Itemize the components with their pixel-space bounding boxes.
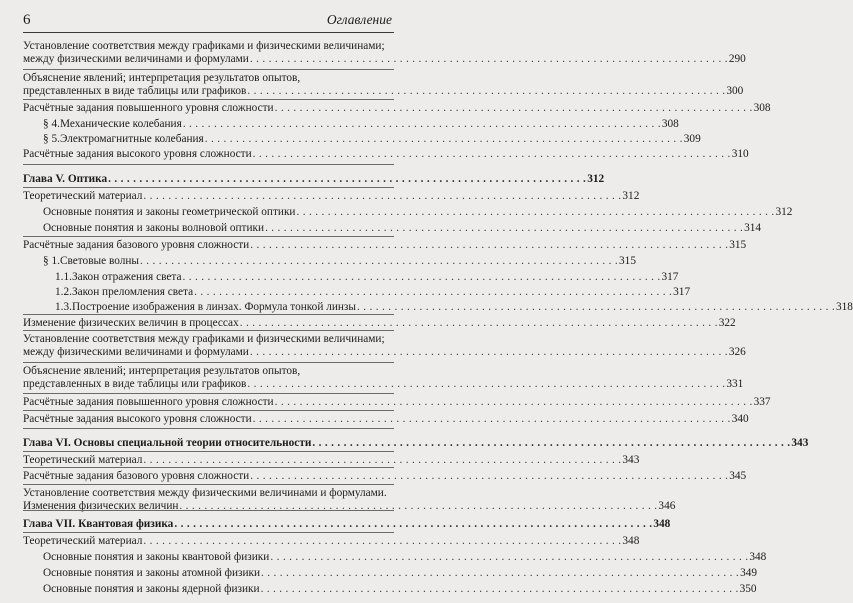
toc-entry (55, 286, 691, 299)
toc-page-number: 337 (753, 396, 771, 408)
toc-page-number: 343 (622, 454, 640, 466)
toc-entry-title: Расчётные задания базового уровня сложности (23, 239, 250, 251)
dot-leader: . . . . . . . . . . . . . . . . . . . . . . . . . . . . . . . . . . . . . . . . . . . . . . . . . . . . . . . . . . . . . . . . . . . . . . . . . . . . . (143, 535, 622, 547)
toc-entry-title: Основные понятия и законы квантовой физики (43, 551, 270, 563)
toc-entry-line (23, 239, 747, 252)
toc-page-number: 331 (726, 378, 744, 390)
separator (23, 428, 394, 429)
separator (23, 467, 394, 468)
toc-entry-line (23, 437, 809, 450)
toc-entry-title: Расчётные задания повышенного уровня сложности (23, 396, 274, 408)
toc-entry-title: Объяснение явлений; интерпретация результатов опытов, (23, 72, 301, 84)
toc-page-number: 300 (726, 85, 744, 97)
toc-entry (23, 535, 640, 548)
toc-entry-line (23, 173, 605, 186)
toc-entry-line (23, 72, 394, 85)
separator (23, 451, 394, 452)
separator (23, 362, 394, 363)
dot-leader: . . . . . . . . . . . . . . . . . . . . . . . . . . . . . . . . . . . . . . . . . . . . . . . . . . . . . . . . . . . . . . . . . . . . . . . . . . . . . (261, 567, 740, 579)
toc-entry-line (23, 470, 747, 483)
dot-leader: . . . . . . . . . . . . . . . . . . . . . . . . . . . . . . . . . . . . . . . . . . . . . . . . . . . . . . . . . . . . . . . . . . . . . . . . . . . . . (108, 173, 587, 185)
toc-entry (23, 190, 640, 203)
toc-entry-title: Основные понятия и законы атомной физики (43, 567, 261, 579)
toc-page-number: 346 (658, 500, 676, 512)
toc-entry-number: § 4. (43, 118, 60, 130)
dot-leader: . . . . . . . . . . . . . . . . . . . . . . . . . . . . . . . . . . . . . . . . . . . . . . . . . . . . . . . . . . . . . . . . . . . . . . . . . . . . . (247, 378, 726, 390)
toc-page-number: 348 (622, 535, 640, 547)
toc-entry-number: 1.1. (55, 271, 72, 283)
toc-entry-title: Изменения физических величин (23, 500, 179, 512)
dot-leader: . . . . . . . . . . . . . . . . . . . . . . . . . . . . . . . . . . . . . . . . . . . . . . . . . . . . . . . . . . . . . . . . . . . . . . . . . . . . . (174, 518, 653, 530)
toc-entry-title: Глава VII. Квантовая физика (23, 518, 174, 530)
toc-entry-line (43, 206, 793, 219)
dot-leader: . . . . . . . . . . . . . . . . . . . . . . . . . . . . . . . . . . . . . . . . . . . . . . . . . . . . . . . . . . . . . . . . . . . . . . . . . . . . . (270, 551, 749, 563)
toc-entry-line (23, 518, 671, 531)
toc-entry-title: Теоретический материал (23, 454, 143, 466)
toc-entry-line (23, 413, 749, 426)
toc-entry-title: Изменение физических величин в процессах (23, 317, 239, 329)
toc-entry-title: представленных в виде таблицы или графиков (23, 85, 247, 97)
toc-page-number: 340 (731, 413, 749, 425)
toc-entry-title: Теоретический материал (23, 535, 143, 547)
toc-entry-line (23, 365, 394, 378)
toc-entry (23, 148, 749, 161)
toc-entry (23, 518, 671, 531)
toc-page-number: 349 (740, 567, 758, 579)
separator (23, 99, 394, 100)
toc-entry-title: Основные понятия и законы ядерной физики (43, 583, 260, 595)
toc-entry-line (43, 133, 701, 146)
toc-entry (55, 301, 853, 314)
toc-entry-title: Теоретический материал (23, 190, 143, 202)
toc-entry-line (23, 487, 394, 500)
dot-leader: . . . . . . . . . . . . . . . . . . . . . . . . . . . . . . . . . . . . . . . . . . . . . . . . . . . . . . . . . . . . . . . . . . . . . . . . . . . . . (250, 470, 729, 482)
dot-leader: . . . . . . . . . . . . . . . . . . . . . . . . . . . . . . . . . . . . . . . . . . . . . . . . . . . . . . . . . . . . . . . . . . . . . . . . . . . . . (265, 222, 744, 234)
dot-leader: . . . . . . . . . . . . . . . . . . . . . . . . . . . . . . . . . . . . . . . . . . . . . . . . . . . . . . . . . . . . . . . . . . . . . . . . . . . . . (252, 413, 731, 425)
toc-entry-number: § 1. (43, 255, 60, 267)
toc-entry-line (43, 255, 636, 268)
toc-entry (23, 173, 605, 186)
toc-page-number: 326 (728, 346, 746, 358)
toc-entry-title: Построение изображения в линзах. Формула тонкой линзы (71, 301, 356, 313)
dot-leader: . . . . . . . . . . . . . . . . . . . . . . . . . . . . . . . . . . . . . . . . . . . . . . . . . . . . . . . . . . . . . . . . . . . . . . . . . . . . . (274, 102, 753, 114)
separator (23, 410, 394, 411)
dot-leader: . . . . . . . . . . . . . . . . . . . . . . . . . . . . . . . . . . . . . . . . . . . . . . . . . . . . . . . . . . . . . . . . . . . . . . . . . . . . . (260, 583, 739, 595)
separator (23, 164, 394, 165)
toc-page-number: 309 (683, 133, 701, 145)
toc-page-number: 318 (836, 301, 853, 313)
separator (23, 330, 394, 331)
separator (23, 484, 394, 485)
dot-leader: . . . . . . . . . . . . . . . . . . . . . . . . . . . . . . . . . . . . . . . . . . . . . . . . . . . . . . . . . . . . . . . . . . . . . . . . . . . . . (140, 255, 619, 267)
toc-entry-line (55, 301, 853, 314)
toc-entry-title: представленных в виде таблицы или графиков (23, 378, 247, 390)
toc-entry-line (23, 333, 394, 346)
toc-page-number: 310 (731, 148, 749, 160)
toc-entry-line (43, 222, 762, 235)
toc-page-number: 317 (661, 271, 679, 283)
toc-entry-line (23, 53, 746, 66)
toc-page-number: 312 (622, 190, 640, 202)
toc-entry-line (55, 271, 679, 284)
toc-entry-title: Основные понятия и законы геометрической оптики (43, 206, 296, 218)
page-number: 6 (23, 12, 31, 28)
toc-page-number: 343 (791, 437, 809, 449)
toc-entry-title: Закон преломления света (71, 286, 194, 298)
toc-entry-title: Механические колебания (59, 118, 182, 130)
dot-leader: . . . . . . . . . . . . . . . . . . . . . . . . . . . . . . . . . . . . . . . . . . . . . . . . . . . . . . . . . . . . . . . . . . . . . . . . . . . . . (274, 396, 753, 408)
toc-entry-title: Глава VI. Основы специальной теории относительности (23, 437, 312, 449)
toc-entry-line (23, 500, 676, 513)
toc-page-number: 350 (739, 583, 757, 595)
toc-entry-title: Установление соответствия между физическими величинами и формулами. (23, 487, 387, 499)
toc-entry-title: Основные понятия и законы волновой оптики (43, 222, 265, 234)
toc-entry-line (43, 583, 757, 596)
separator (23, 69, 394, 70)
toc-page-number: 348 (653, 518, 671, 530)
toc-entry (23, 40, 746, 66)
toc-entry (23, 365, 744, 391)
dot-leader: . . . . . . . . . . . . . . . . . . . . . . . . . . . . . . . . . . . . . . . . . . . . . . . . . . . . . . . . . . . . . . . . . . . . . . . . . . . . . (143, 454, 622, 466)
dot-leader: . . . . . . . . . . . . . . . . . . . . . . . . . . . . . . . . . . . . . . . . . . . . . . . . . . . . . . . . . . . . . . . . . . . . . . . . . . . . . (296, 206, 775, 218)
dot-leader: . . . . . . . . . . . . . . . . . . . . . . . . . . . . . . . . . . . . . . . . . . . . . . . . . . . . . . . . . . . . . . . . . . . . . . . . . . . . . (204, 133, 683, 145)
toc-entry (23, 333, 746, 359)
toc-entry (43, 133, 701, 146)
toc-page-number: 345 (729, 470, 747, 482)
toc-entry-number: 1.3. (55, 301, 72, 313)
toc-entry-line (23, 396, 771, 409)
toc-entry (23, 317, 736, 330)
separator (23, 187, 394, 188)
separator (23, 510, 394, 511)
dot-leader: . . . . . . . . . . . . . . . . . . . . . . . . . . . . . . . . . . . . . . . . . . . . . . . . . . . . . . . . . . . . . . . . . . . . . . . . . . . . . (239, 317, 718, 329)
dot-leader: . . . . . . . . . . . . . . . . . . . . . . . . . . . . . . . . . . . . . . . . . . . . . . . . . . . . . . . . . . . . . . . . . . . . . . . . . . . . . (312, 437, 791, 449)
toc-entry-title: Расчётные задания высокого уровня сложности (23, 148, 252, 160)
toc-entry (43, 583, 757, 596)
toc-entry-line (43, 567, 758, 580)
toc-entry-line (23, 190, 640, 203)
toc-entry-title: Расчётные задания повышенного уровня сложности (23, 102, 274, 114)
toc-entry-line (23, 346, 746, 359)
toc-entry (43, 206, 793, 219)
toc-entry (43, 222, 762, 235)
toc-entry-line (23, 317, 736, 330)
toc-entry-line (43, 118, 679, 131)
toc-entry-title: между физическими величинами и формулами (23, 53, 249, 65)
toc-entry-title: Закон отражения света (71, 271, 182, 283)
dot-leader: . . . . . . . . . . . . . . . . . . . . . . . . . . . . . . . . . . . . . . . . . . . . . . . . . . . . . . . . . . . . . . . . . . . . . . . . . . . . . (194, 286, 673, 298)
toc-entry (23, 454, 640, 467)
toc-entry-number: 1.2. (55, 286, 72, 298)
separator (23, 393, 394, 394)
toc-entry (23, 437, 809, 450)
toc-entry-line (23, 148, 749, 161)
toc-page-number: 314 (744, 222, 762, 234)
toc-page-number: 315 (619, 255, 636, 267)
dot-leader: . . . . . . . . . . . . . . . . . . . . . . . . . . . . . . . . . . . . . . . . . . . . . . . . . . . . . . . . . . . . . . . . . . . . . . . . . . . . . (247, 85, 726, 97)
toc-page-number: 317 (673, 286, 691, 298)
toc-entry-line (43, 551, 767, 564)
toc-entry (23, 413, 749, 426)
toc-entry (43, 551, 767, 564)
toc-entry-title: Объяснение явлений; интерпретация результатов опытов, (23, 365, 301, 377)
toc-entry (23, 239, 747, 252)
toc-page-number: 290 (728, 53, 746, 65)
toc-entry (23, 102, 771, 115)
toc-entry-line (23, 378, 744, 391)
dot-leader: . . . . . . . . . . . . . . . . . . . . . . . . . . . . . . . . . . . . . . . . . . . . . . . . . . . . . . . . . . . . . . . . . . . . . . . . . . . . . (182, 271, 661, 283)
toc-entry (23, 470, 747, 483)
separator (23, 236, 394, 237)
dot-leader: . . . . . . . . . . . . . . . . . . . . . . . . . . . . . . . . . . . . . . . . . . . . . . . . . . . . . . . . . . . . . . . . . . . . . . . . . . . . . (250, 239, 729, 251)
toc-page-number: 322 (718, 317, 736, 329)
toc-entry-line (55, 286, 691, 299)
dot-leader: . . . . . . . . . . . . . . . . . . . . . . . . . . . . . . . . . . . . . . . . . . . . . . . . . . . . . . . . . . . . . . . . . . . . . . . . . . . . . (252, 148, 731, 160)
dot-leader: . . . . . . . . . . . . . . . . . . . . . . . . . . . . . . . . . . . . . . . . . . . . . . . . . . . . . . . . . . . . . . . . . . . . . . . . . . . . . (179, 500, 658, 512)
running-title: Оглавление (326, 12, 392, 27)
toc-entry (23, 72, 744, 98)
toc-page-number: 315 (729, 239, 747, 251)
toc-entry-title: между физическими величинами и формулами (23, 346, 249, 358)
toc-entry (55, 271, 679, 284)
dot-leader: . . . . . . . . . . . . . . . . . . . . . . . . . . . . . . . . . . . . . . . . . . . . . . . . . . . . . . . . . . . . . . . . . . . . . . . . . . . . . (249, 346, 728, 358)
toc-entry (43, 255, 636, 268)
toc-entry-line (23, 535, 640, 548)
separator (23, 314, 394, 315)
toc-entry-title: Расчётные задания базового уровня сложности (23, 470, 250, 482)
toc-entry-line (23, 85, 744, 98)
toc-entry-title: Электромагнитные колебания (59, 133, 204, 145)
toc-entry (43, 118, 679, 131)
dot-leader: . . . . . . . . . . . . . . . . . . . . . . . . . . . . . . . . . . . . . . . . . . . . . . . . . . . . . . . . . . . . . . . . . . . . . . . . . . . . . (143, 190, 622, 202)
toc-entry-title: Установление соответствия между графиками и физическими величинами; (23, 333, 385, 345)
separator (23, 532, 394, 533)
toc-entry (43, 567, 758, 580)
toc-entry-line (23, 454, 640, 467)
toc-page-number: 348 (749, 551, 767, 563)
toc-entry-title: Расчётные задания высокого уровня сложности (23, 413, 252, 425)
toc-entry-number: § 5. (43, 133, 60, 145)
toc-page-number: 312 (587, 173, 605, 185)
toc-entry-title: Установление соответствия между графиками и физическими величинами; (23, 40, 385, 52)
toc-entry-line (23, 102, 771, 115)
toc-entry-line (23, 40, 394, 53)
dot-leader: . . . . . . . . . . . . . . . . . . . . . . . . . . . . . . . . . . . . . . . . . . . . . . . . . . . . . . . . . . . . . . . . . . . . . . . . . . . . . (182, 118, 661, 130)
toc-page-number: 308 (753, 102, 771, 114)
dot-leader: . . . . . . . . . . . . . . . . . . . . . . . . . . . . . . . . . . . . . . . . . . . . . . . . . . . . . . . . . . . . . . . . . . . . . . . . . . . . . (249, 53, 728, 65)
toc-entry-title: Световые волны (59, 255, 139, 267)
toc-page-number: 308 (661, 118, 679, 130)
toc-entry (23, 396, 771, 409)
dot-leader: . . . . . . . . . . . . . . . . . . . . . . . . . . . . . . . . . . . . . . . . . . . . . . . . . . . . . . . . . . . . . . . . . . . . . . . . . . . . . (356, 301, 835, 313)
toc-entry-title: Глава V. Оптика (23, 173, 108, 185)
toc-page-number: 312 (775, 206, 793, 218)
